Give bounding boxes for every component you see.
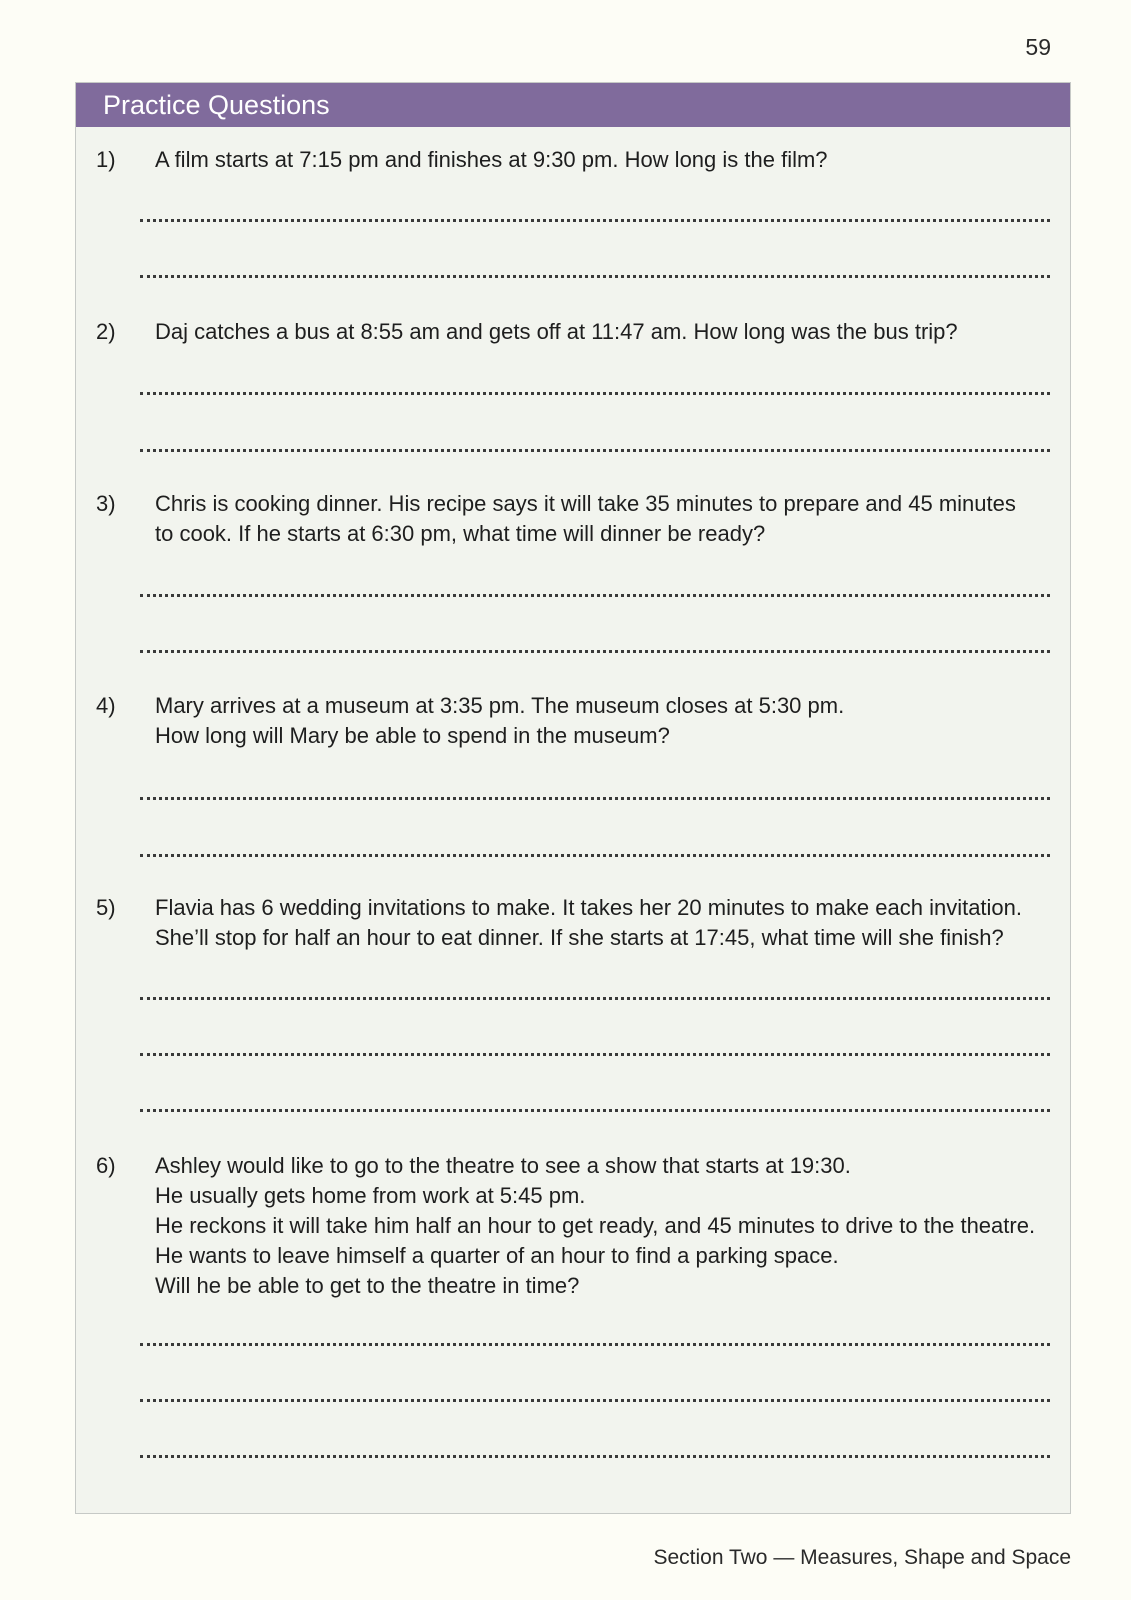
question-number: 4) [96, 693, 116, 718]
answer-line[interactable] [140, 449, 1050, 452]
question-5 [96, 893, 1048, 953]
question-line: He wants to leave himself a quarter of an hour to find a parking space. [155, 1243, 839, 1268]
question-line: Will he be able to get to the theatre in time? [155, 1273, 580, 1298]
question-text [155, 691, 1048, 751]
question-number: 3) [96, 491, 116, 516]
answer-line[interactable] [140, 797, 1050, 800]
answer-line[interactable] [140, 1343, 1050, 1346]
question-line: She’ll stop for half an hour to eat dinner. If she starts at 17:45, what time will she finish? [155, 925, 1004, 950]
question-line: He reckons it will take him half an hour to get ready, and 45 minutes to drive to the theatre. [155, 1213, 1036, 1238]
answer-line[interactable] [140, 275, 1050, 278]
answer-line[interactable] [140, 392, 1050, 395]
question-text [155, 317, 1048, 347]
answer-line[interactable] [140, 219, 1050, 222]
question-line: Chris is cooking dinner. His recipe says it will take 35 minutes to prepare and 45 minutes [155, 491, 1016, 516]
question-line: Mary arrives at a museum at 3:35 pm. The museum closes at 5:30 pm. [155, 693, 845, 718]
answer-line[interactable] [140, 854, 1050, 857]
answer-line[interactable] [140, 997, 1050, 1000]
question-line: How long will Mary be able to spend in the museum? [155, 723, 670, 748]
answer-line[interactable] [140, 650, 1050, 653]
question-line: Daj catches a bus at 8:55 am and gets off at 11:47 am. How long was the bus trip? [155, 319, 958, 344]
question-4 [96, 691, 1048, 751]
practice-questions-panel [75, 82, 1071, 1514]
question-line: A film starts at 7:15 pm and finishes at 9:30 pm. How long is the film? [155, 147, 828, 172]
page-number: 59 [1025, 34, 1051, 60]
answer-line[interactable] [140, 594, 1050, 597]
answer-line[interactable] [140, 1109, 1050, 1112]
question-2 [96, 317, 1048, 347]
question-text [155, 145, 1048, 175]
question-number: 5) [96, 895, 116, 920]
panel-title: Practice Questions [76, 83, 1070, 127]
question-line: He usually gets home from work at 5:45 pm. [155, 1183, 586, 1208]
question-3 [96, 489, 1048, 549]
section-footer: Section Two — Measures, Shape and Space [653, 1546, 1071, 1569]
question-number: 2) [96, 319, 116, 344]
question-text [155, 893, 1048, 953]
answer-line[interactable] [140, 1455, 1050, 1458]
question-number: 6) [96, 1153, 116, 1178]
question-line: to cook. If he starts at 6:30 pm, what time will dinner be ready? [155, 521, 766, 546]
question-1 [96, 145, 1048, 175]
answer-line[interactable] [140, 1053, 1050, 1056]
question-line: Ashley would like to go to the theatre to see a show that starts at 19:30. [155, 1153, 851, 1178]
question-6 [96, 1151, 1048, 1301]
question-text [155, 489, 1048, 549]
question-line: Flavia has 6 wedding invitations to make. It takes her 20 minutes to make each invitation. [155, 895, 1023, 920]
answer-line[interactable] [140, 1399, 1050, 1402]
question-number: 1) [96, 147, 116, 172]
question-text [155, 1151, 1048, 1301]
